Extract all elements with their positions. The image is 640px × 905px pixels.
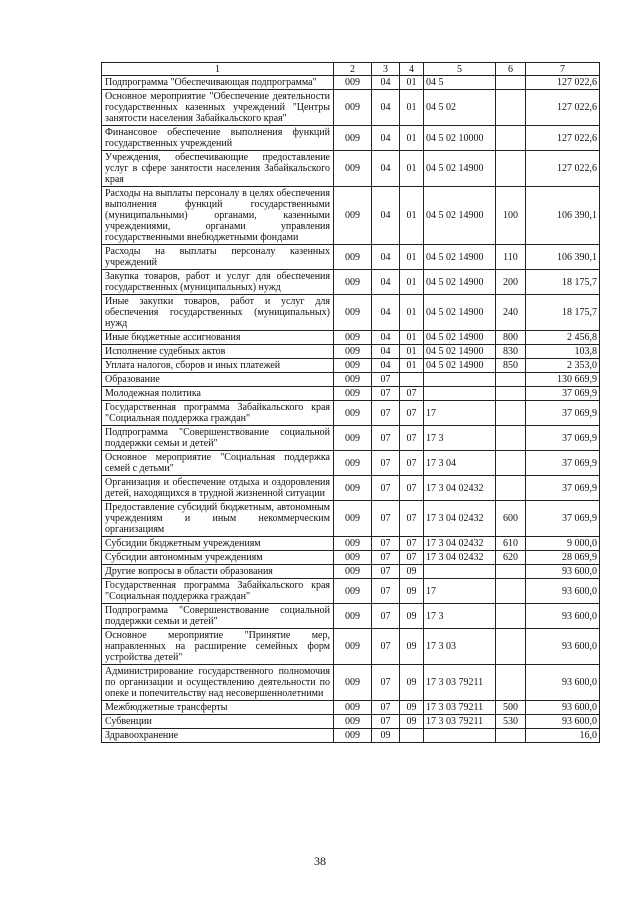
cell-item-name: Администрирование государственного полномочия по организации и осуществлению деятельности по опеке и попечительству над несовершеннолетними — [102, 665, 334, 701]
cell-subsection-code: 01 — [400, 295, 424, 331]
cell-expense-type: 100 — [496, 187, 526, 245]
table-row — [102, 345, 600, 359]
cell-section-code: 04 — [372, 126, 400, 151]
cell-subsection-code: 09 — [400, 565, 424, 579]
cell-expense-type: 850 — [496, 359, 526, 373]
table-row — [102, 331, 600, 345]
cell-target-article: 04 5 02 14900 — [424, 345, 496, 359]
cell-item-name: Государственная программа Забайкальского края "Социальная поддержка граждан" — [102, 579, 334, 604]
cell-expense-type — [496, 126, 526, 151]
cell-amount: 127 022,6 — [526, 90, 600, 126]
cell-expense-type: 830 — [496, 345, 526, 359]
cell-target-article: 04 5 02 10000 — [424, 126, 496, 151]
cell-amount: 93 600,0 — [526, 579, 600, 604]
cell-amount: 2 456,8 — [526, 331, 600, 345]
cell-ministry-code: 009 — [334, 715, 372, 729]
cell-amount: 127 022,6 — [526, 126, 600, 151]
cell-target-article: 17 3 04 — [424, 451, 496, 476]
cell-subsection-code: 07 — [400, 476, 424, 501]
cell-section-code: 07 — [372, 387, 400, 401]
cell-amount: 93 600,0 — [526, 701, 600, 715]
cell-expense-type: 800 — [496, 331, 526, 345]
table-row — [102, 373, 600, 387]
cell-expense-type: 500 — [496, 701, 526, 715]
table-row — [102, 90, 600, 126]
cell-subsection-code: 01 — [400, 345, 424, 359]
cell-subsection-code: 01 — [400, 76, 424, 90]
cell-amount: 9 000,0 — [526, 537, 600, 551]
cell-target-article: 04 5 02 14900 — [424, 151, 496, 187]
cell-subsection-code: 09 — [400, 701, 424, 715]
cell-target-article: 04 5 — [424, 76, 496, 90]
cell-expense-type — [496, 451, 526, 476]
cell-subsection-code: 01 — [400, 359, 424, 373]
cell-subsection-code: 01 — [400, 331, 424, 345]
cell-target-article: 04 5 02 14900 — [424, 295, 496, 331]
cell-amount: 127 022,6 — [526, 76, 600, 90]
table-row — [102, 565, 600, 579]
cell-subsection-code: 09 — [400, 715, 424, 729]
cell-amount: 106 390,1 — [526, 187, 600, 245]
cell-item-name: Финансовое обеспечение выполнения функций государственных учреждений — [102, 126, 334, 151]
cell-amount: 37 069,9 — [526, 426, 600, 451]
cell-item-name: Организация и обеспечение отдыха и оздоровления детей, находящихся в трудной жизненной ситуации — [102, 476, 334, 501]
cell-subsection-code: 09 — [400, 604, 424, 629]
cell-section-code: 07 — [372, 604, 400, 629]
cell-item-name: Уплата налогов, сборов и иных платежей — [102, 359, 334, 373]
cell-item-name: Подпрограмма "Совершенствование социальной поддержки семьи и детей" — [102, 426, 334, 451]
cell-expense-type — [496, 151, 526, 187]
cell-section-code: 04 — [372, 245, 400, 270]
cell-section-code: 07 — [372, 551, 400, 565]
cell-section-code: 07 — [372, 426, 400, 451]
cell-target-article: 04 5 02 14900 — [424, 187, 496, 245]
cell-section-code: 04 — [372, 90, 400, 126]
cell-section-code: 07 — [372, 629, 400, 665]
cell-item-name: Расходы на выплаты персоналу в целях обеспечения выполнения функций государственными (муниципальными) органами, казенными учреждениями, органами управления государственными внебюджетными фондами — [102, 187, 334, 245]
cell-item-name: Предоставление субсидий бюджетным, автономным учреждениям и иным некоммерческим организациям — [102, 501, 334, 537]
cell-amount: 130 669,9 — [526, 373, 600, 387]
cell-ministry-code: 009 — [334, 76, 372, 90]
cell-section-code: 07 — [372, 451, 400, 476]
cell-item-name: Другие вопросы в области образования — [102, 565, 334, 579]
cell-amount: 127 022,6 — [526, 151, 600, 187]
cell-target-article: 04 5 02 — [424, 90, 496, 126]
cell-ministry-code: 009 — [334, 665, 372, 701]
cell-target-article: 04 5 02 14900 — [424, 359, 496, 373]
cell-section-code: 07 — [372, 476, 400, 501]
table-row — [102, 551, 600, 565]
cell-amount: 93 600,0 — [526, 665, 600, 701]
cell-item-name: Иные бюджетные ассигнования — [102, 331, 334, 345]
cell-amount: 37 069,9 — [526, 451, 600, 476]
cell-section-code: 07 — [372, 715, 400, 729]
cell-ministry-code: 009 — [334, 387, 372, 401]
cell-expense-type — [496, 579, 526, 604]
cell-expense-type — [496, 665, 526, 701]
cell-amount: 106 390,1 — [526, 245, 600, 270]
cell-ministry-code: 009 — [334, 537, 372, 551]
cell-expense-type — [496, 76, 526, 90]
cell-section-code: 07 — [372, 579, 400, 604]
cell-subsection-code: 09 — [400, 579, 424, 604]
cell-expense-type: 110 — [496, 245, 526, 270]
cell-target-article — [424, 387, 496, 401]
cell-item-name: Государственная программа Забайкальского края "Социальная поддержка граждан" — [102, 401, 334, 426]
table-row — [102, 665, 600, 701]
table-row — [102, 579, 600, 604]
header-col-5: 5 — [424, 63, 496, 76]
cell-ministry-code: 009 — [334, 401, 372, 426]
cell-amount: 37 069,9 — [526, 476, 600, 501]
cell-amount: 37 069,9 — [526, 401, 600, 426]
cell-item-name: Исполнение судебных актов — [102, 345, 334, 359]
cell-expense-type: 200 — [496, 270, 526, 295]
table-row — [102, 701, 600, 715]
cell-item-name: Субсидии бюджетным учреждениям — [102, 537, 334, 551]
cell-expense-type: 620 — [496, 551, 526, 565]
cell-section-code: 09 — [372, 729, 400, 743]
table-row — [102, 501, 600, 537]
cell-subsection-code: 09 — [400, 665, 424, 701]
cell-ministry-code: 009 — [334, 629, 372, 665]
cell-section-code: 07 — [372, 501, 400, 537]
cell-item-name: Молодежная политика — [102, 387, 334, 401]
table-row — [102, 537, 600, 551]
cell-expense-type — [496, 387, 526, 401]
cell-target-article: 17 — [424, 579, 496, 604]
cell-ministry-code: 009 — [334, 245, 372, 270]
cell-ministry-code: 009 — [334, 729, 372, 743]
cell-expense-type — [496, 401, 526, 426]
cell-subsection-code: 01 — [400, 126, 424, 151]
cell-section-code: 04 — [372, 270, 400, 295]
cell-section-code: 04 — [372, 331, 400, 345]
table-row — [102, 476, 600, 501]
cell-ministry-code: 009 — [334, 90, 372, 126]
page-number: 38 — [314, 854, 326, 868]
cell-section-code: 04 — [372, 295, 400, 331]
cell-amount: 93 600,0 — [526, 715, 600, 729]
cell-expense-type: 530 — [496, 715, 526, 729]
cell-subsection-code: 01 — [400, 245, 424, 270]
cell-amount: 37 069,9 — [526, 387, 600, 401]
cell-item-name: Подпрограмма "Совершенствование социальной поддержки семьи и детей" — [102, 604, 334, 629]
cell-section-code: 07 — [372, 665, 400, 701]
cell-ministry-code: 009 — [334, 451, 372, 476]
cell-amount: 16,0 — [526, 729, 600, 743]
table-row — [102, 295, 600, 331]
cell-subsection-code — [400, 373, 424, 387]
cell-subsection-code: 07 — [400, 451, 424, 476]
table-row — [102, 729, 600, 743]
cell-expense-type — [496, 426, 526, 451]
cell-target-article: 17 3 04 02432 — [424, 551, 496, 565]
cell-target-article — [424, 729, 496, 743]
cell-subsection-code: 07 — [400, 551, 424, 565]
table-row — [102, 426, 600, 451]
cell-item-name: Субвенции — [102, 715, 334, 729]
cell-expense-type — [496, 565, 526, 579]
table-body — [102, 76, 600, 743]
cell-item-name: Расходы на выплаты персоналу казенных учреждений — [102, 245, 334, 270]
table-row — [102, 387, 600, 401]
cell-section-code: 04 — [372, 345, 400, 359]
header-col-7: 7 — [526, 63, 600, 76]
cell-ministry-code: 009 — [334, 501, 372, 537]
cell-section-code: 07 — [372, 373, 400, 387]
cell-section-code: 07 — [372, 701, 400, 715]
cell-subsection-code: 01 — [400, 270, 424, 295]
cell-ministry-code: 009 — [334, 551, 372, 565]
cell-section-code: 04 — [372, 76, 400, 90]
cell-item-name: Основное мероприятие "Принятие мер, направленных на расширение семейных форм устройства детей" — [102, 629, 334, 665]
cell-subsection-code: 07 — [400, 501, 424, 537]
cell-item-name: Иные закупки товаров, работ и услуг для обеспечения государственных (муниципальных) нужд — [102, 295, 334, 331]
cell-ministry-code: 009 — [334, 701, 372, 715]
cell-section-code: 07 — [372, 565, 400, 579]
header-col-1: 1 — [102, 63, 334, 76]
cell-subsection-code: 07 — [400, 426, 424, 451]
cell-target-article: 17 3 03 79211 — [424, 665, 496, 701]
table-row — [102, 187, 600, 245]
cell-subsection-code: 01 — [400, 151, 424, 187]
cell-target-article: 17 3 04 02432 — [424, 537, 496, 551]
header-col-6: 6 — [496, 63, 526, 76]
cell-ministry-code: 009 — [334, 579, 372, 604]
cell-subsection-code: 09 — [400, 629, 424, 665]
table-row — [102, 629, 600, 665]
cell-expense-type — [496, 373, 526, 387]
cell-expense-type: 240 — [496, 295, 526, 331]
cell-section-code: 04 — [372, 151, 400, 187]
cell-target-article: 04 5 02 14900 — [424, 245, 496, 270]
cell-ministry-code: 009 — [334, 359, 372, 373]
cell-amount: 2 353,0 — [526, 359, 600, 373]
cell-target-article: 17 3 04 02432 — [424, 501, 496, 537]
cell-target-article: 17 3 03 — [424, 629, 496, 665]
cell-ministry-code: 009 — [334, 565, 372, 579]
cell-amount: 37 069,9 — [526, 501, 600, 537]
cell-expense-type — [496, 476, 526, 501]
header-col-4: 4 — [400, 63, 424, 76]
table-header-row — [102, 63, 600, 76]
cell-section-code: 04 — [372, 359, 400, 373]
cell-ministry-code: 009 — [334, 476, 372, 501]
cell-target-article: 17 3 — [424, 604, 496, 629]
cell-item-name: Образование — [102, 373, 334, 387]
cell-ministry-code: 009 — [334, 151, 372, 187]
cell-ministry-code: 009 — [334, 345, 372, 359]
cell-subsection-code: 07 — [400, 537, 424, 551]
cell-item-name: Здравоохранение — [102, 729, 334, 743]
cell-amount: 93 600,0 — [526, 565, 600, 579]
table-row — [102, 76, 600, 90]
table-row — [102, 359, 600, 373]
cell-ministry-code: 009 — [334, 187, 372, 245]
cell-expense-type: 610 — [496, 537, 526, 551]
cell-subsection-code: 01 — [400, 90, 424, 126]
table-row — [102, 715, 600, 729]
cell-subsection-code — [400, 729, 424, 743]
cell-target-article: 17 — [424, 401, 496, 426]
cell-target-article: 17 3 — [424, 426, 496, 451]
table-row — [102, 151, 600, 187]
cell-subsection-code: 01 — [400, 187, 424, 245]
cell-ministry-code: 009 — [334, 604, 372, 629]
cell-expense-type: 600 — [496, 501, 526, 537]
cell-amount: 18 175,7 — [526, 270, 600, 295]
table-row — [102, 270, 600, 295]
cell-target-article — [424, 565, 496, 579]
cell-target-article — [424, 373, 496, 387]
cell-target-article: 04 5 02 14900 — [424, 331, 496, 345]
budget-table — [101, 62, 600, 743]
cell-subsection-code: 07 — [400, 387, 424, 401]
table-row — [102, 451, 600, 476]
cell-target-article: 17 3 03 79211 — [424, 715, 496, 729]
cell-section-code: 07 — [372, 537, 400, 551]
cell-item-name: Основное мероприятие "Обеспечение деятельности государственных казенных учреждений "Центры занятости населения Забайкальского края" — [102, 90, 334, 126]
table-row — [102, 126, 600, 151]
cell-ministry-code: 009 — [334, 426, 372, 451]
cell-item-name: Закупка товаров, работ и услуг для обеспечения государственных (муниципальных) нужд — [102, 270, 334, 295]
cell-target-article: 17 3 03 79211 — [424, 701, 496, 715]
cell-target-article: 17 3 04 02432 — [424, 476, 496, 501]
cell-ministry-code: 009 — [334, 295, 372, 331]
header-col-2: 2 — [334, 63, 372, 76]
cell-amount: 28 069,9 — [526, 551, 600, 565]
cell-item-name: Подпрограмма "Обеспечивающая подпрограмма" — [102, 76, 334, 90]
cell-item-name: Учреждения, обеспечивающие предоставление услуг в сфере занятости населения Забайкальского края — [102, 151, 334, 187]
cell-amount: 93 600,0 — [526, 629, 600, 665]
cell-ministry-code: 009 — [334, 331, 372, 345]
cell-amount: 103,8 — [526, 345, 600, 359]
cell-item-name: Межбюджетные трансферты — [102, 701, 334, 715]
cell-item-name: Субсидии автономным учреждениям — [102, 551, 334, 565]
cell-ministry-code: 009 — [334, 126, 372, 151]
cell-section-code: 04 — [372, 187, 400, 245]
cell-subsection-code: 07 — [400, 401, 424, 426]
table-row — [102, 401, 600, 426]
table-row — [102, 604, 600, 629]
cell-ministry-code: 009 — [334, 373, 372, 387]
cell-amount: 93 600,0 — [526, 604, 600, 629]
cell-amount: 18 175,7 — [526, 295, 600, 331]
cell-expense-type — [496, 629, 526, 665]
cell-section-code: 07 — [372, 401, 400, 426]
cell-expense-type — [496, 604, 526, 629]
cell-expense-type — [496, 90, 526, 126]
table-row — [102, 245, 600, 270]
header-col-3: 3 — [372, 63, 400, 76]
cell-ministry-code: 009 — [334, 270, 372, 295]
cell-expense-type — [496, 729, 526, 743]
cell-item-name: Основное мероприятие "Социальная поддержка семей с детьми" — [102, 451, 334, 476]
cell-target-article: 04 5 02 14900 — [424, 270, 496, 295]
